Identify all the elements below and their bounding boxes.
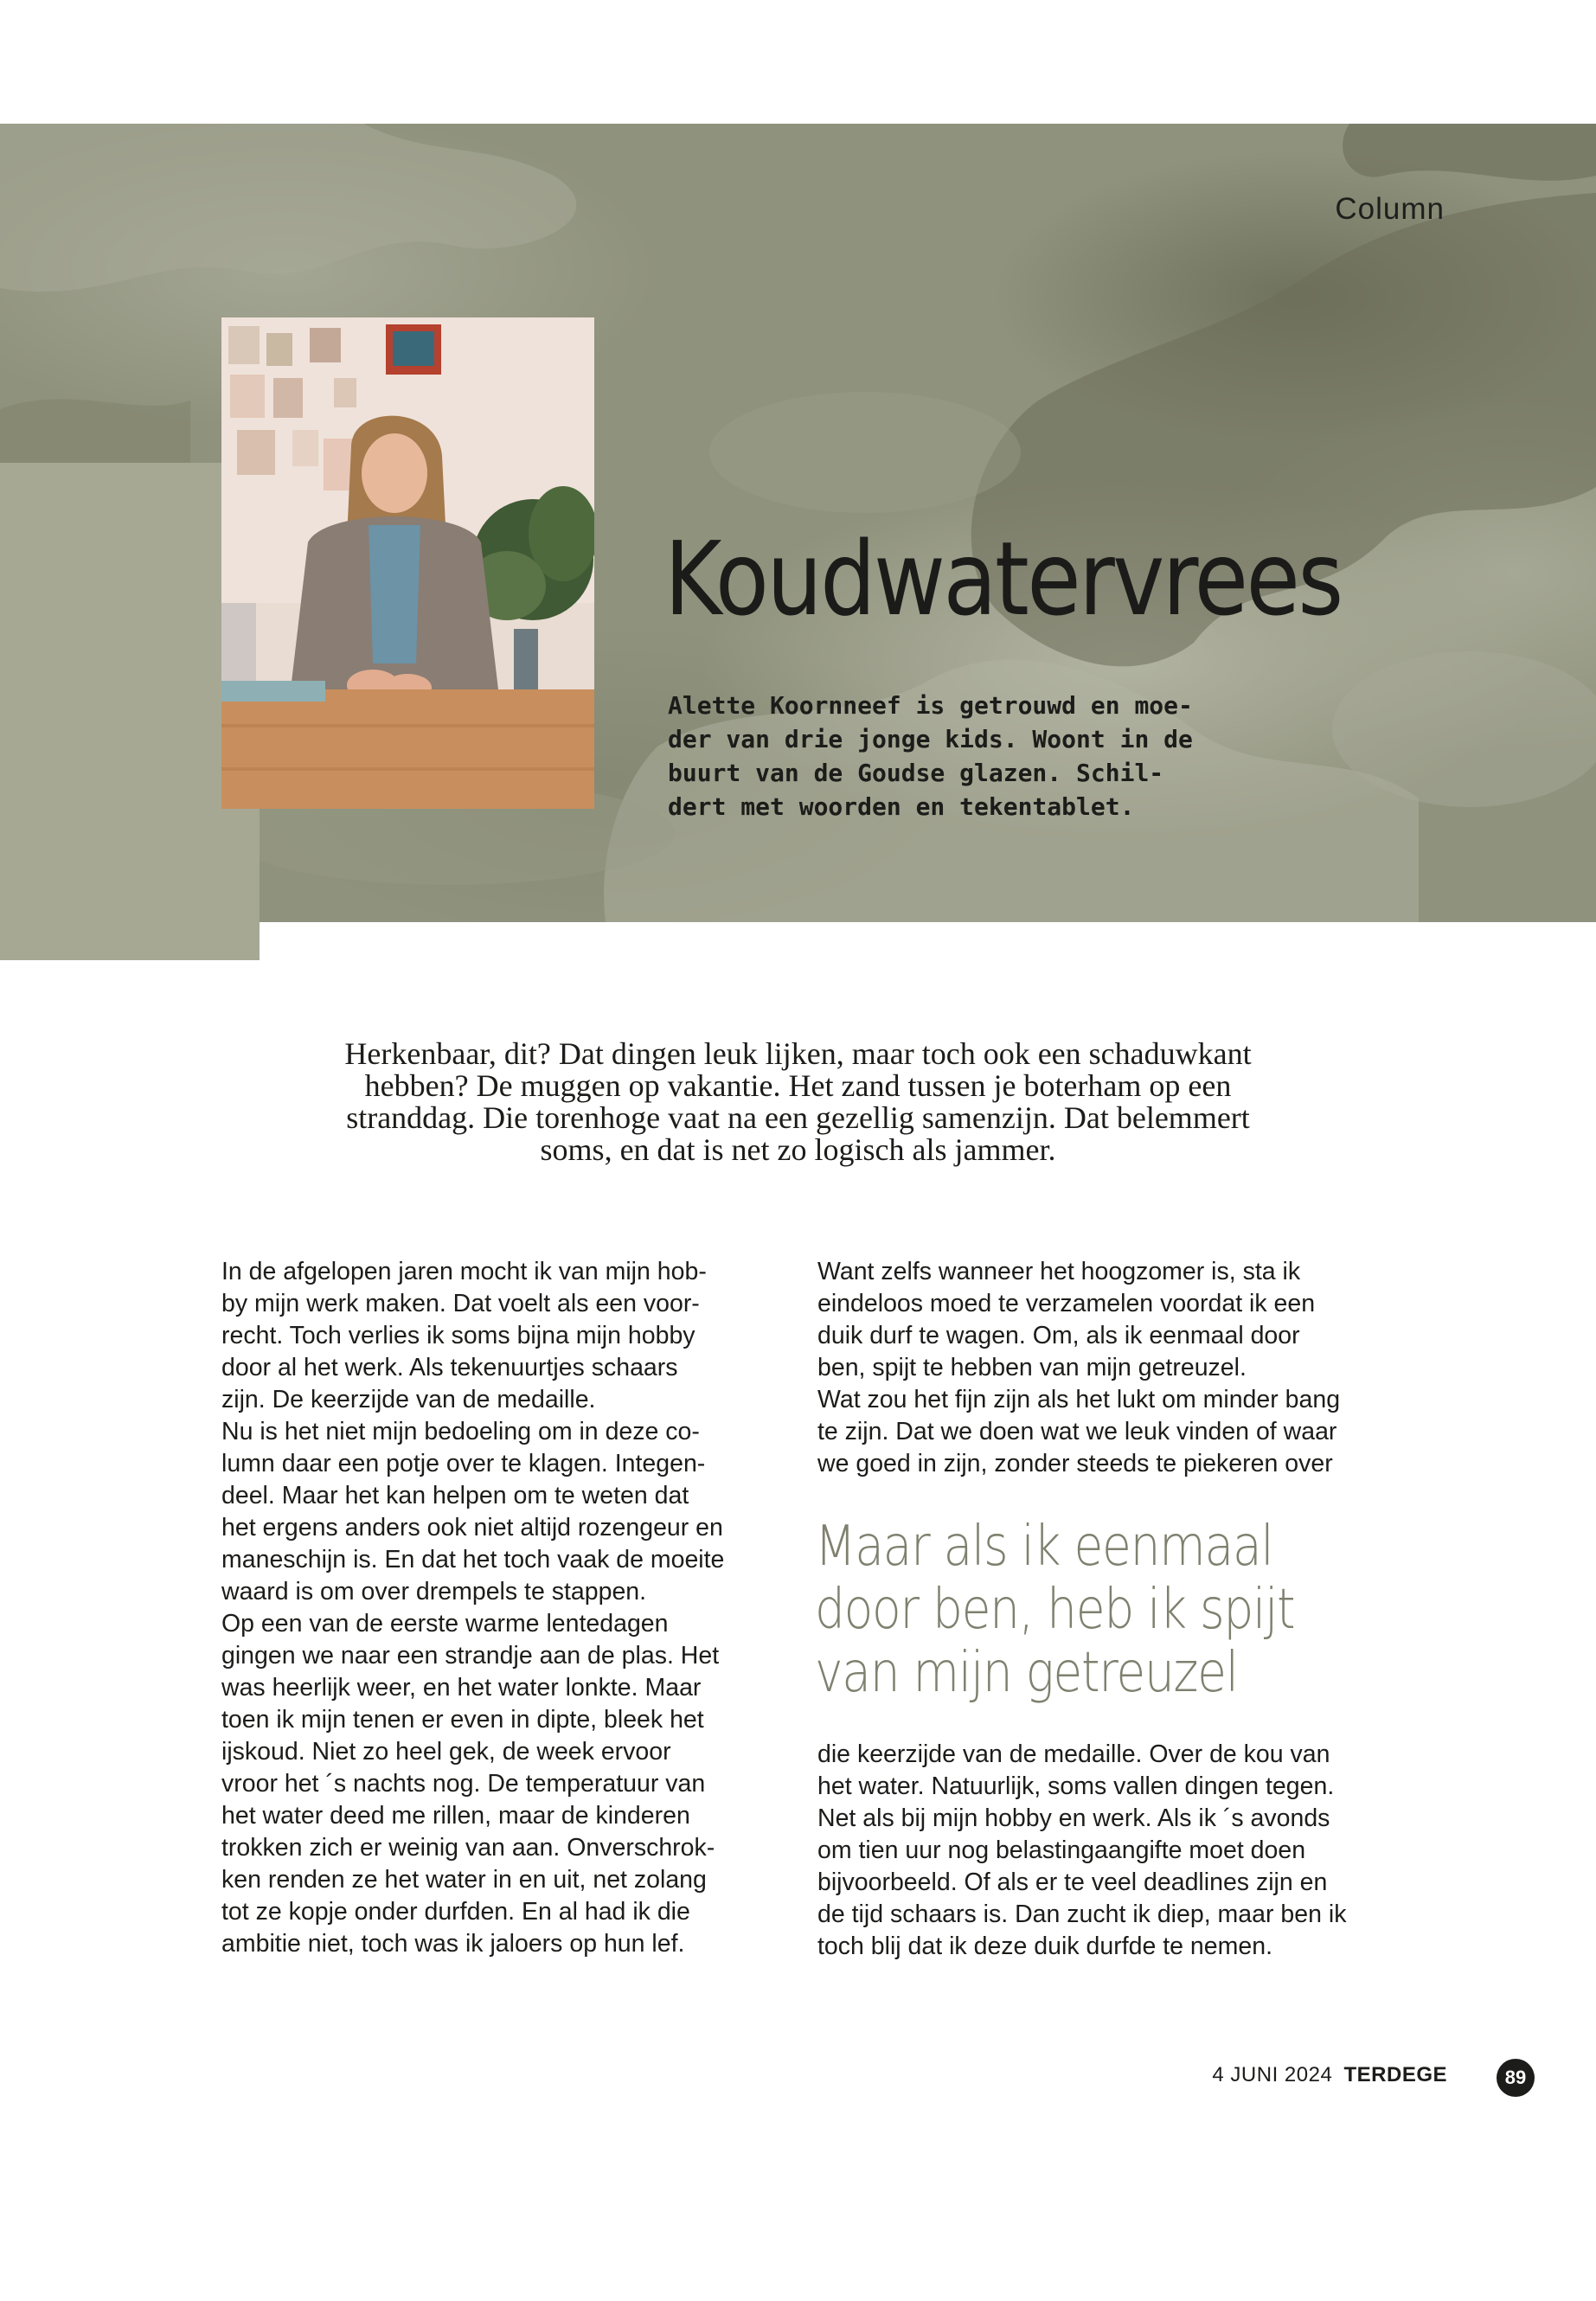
body-column-right-bottom — [817, 1739, 1380, 1963]
body-line: eindeloos moed te verzamelen voordat ik een — [817, 1290, 1316, 1317]
body-line: toen ik mijn tenen er even in dipte, bleek het — [221, 1706, 704, 1734]
body-line: duik durf te wagen. Om, als ik eenmaal door — [817, 1322, 1300, 1349]
body-line: het water deed me rillen, maar de kinderen — [221, 1802, 690, 1830]
body-line: we goed in zijn, zonder steeds te piekeren over — [817, 1450, 1333, 1477]
bio-line: buurt van de Goudse glazen. Schil- — [668, 759, 1164, 787]
body-line: by mijn werk maken. Dat voelt als een voor- — [221, 1290, 700, 1317]
body-line: het water. Natuurlijk, soms vallen dingen tegen. — [817, 1772, 1335, 1800]
author-portrait-photo — [221, 317, 594, 809]
body-line: ambitie niet, toch was ik jaloers op hun lef. — [221, 1930, 685, 1958]
body-line: die keerzijde van de medaille. Over de kou van — [817, 1740, 1330, 1768]
body-line: Net als bij mijn hobby en werk. Als ik ´s avonds — [817, 1804, 1330, 1832]
body-line: toch blij dat ik deze duik durfde te nemen. — [817, 1932, 1272, 1960]
magazine-name: TERDEGE — [1343, 2063, 1447, 2086]
intro-line: stranddag. Die torenhoge vaat na een gezellig samenzijn. Dat belemmert — [346, 1100, 1250, 1135]
body-line: zijn. De keerzijde van de medaille. — [221, 1386, 596, 1413]
author-bio — [668, 689, 1325, 824]
body-line: de tijd schaars is. Dan zucht ik diep, maar ben ik — [817, 1900, 1347, 1928]
body-line: deel. Maar het kan helpen om te weten dat — [221, 1482, 689, 1509]
body-line: gingen we naar een strandje aan de plas. Het — [221, 1642, 720, 1670]
body-line: bijvoorbeeld. Of als er te veel deadlines zijn en — [817, 1868, 1328, 1896]
article-title: Koudwatervrees — [664, 519, 1342, 638]
bio-line: dert met woorden en tekentablet. — [668, 792, 1135, 821]
body-line: Nu is het niet mijn bedoeling om in deze co- — [221, 1418, 700, 1445]
intro-line: soms, en dat is net zo logisch als jammer. — [540, 1132, 1056, 1167]
intro-line: hebben? De muggen op vakantie. Het zand tussen je boterham op een — [364, 1068, 1232, 1103]
pull-quote — [815, 1516, 1420, 1705]
pull-quote-line: Maar als ik eenmaal — [815, 1515, 1273, 1579]
body-line: waard is om over drempels te stappen. — [221, 1578, 647, 1606]
body-line: Op een van de eerste warme lentedagen — [221, 1610, 669, 1638]
body-line: vroor het ´s nachts nog. De temperatuur van — [221, 1770, 706, 1798]
article-intro — [260, 1038, 1336, 1166]
body-line: ken renden ze het water in en uit, net zolang — [221, 1866, 707, 1894]
bio-line: Alette Koornneef is getrouwd en moe- — [668, 691, 1193, 720]
body-line: tot ze kopje onder durfden. En al had ik die — [221, 1898, 690, 1926]
body-line: In de afgelopen jaren mocht ik van mijn hob- — [221, 1258, 707, 1285]
pull-quote-line: van mijn getreuzel — [815, 1641, 1238, 1705]
body-line: ijskoud. Niet zo heel gek, de week ervoor — [221, 1738, 671, 1766]
body-line: recht. Toch verlies ik soms bijna mijn hobby — [221, 1322, 695, 1349]
page-footer — [1212, 2063, 1447, 2087]
issue-date: 4 JUNI 2024 — [1212, 2063, 1333, 2086]
body-line: Wat zou het fijn zijn als het lukt om minder bang — [817, 1386, 1341, 1413]
pull-quote-line: door ben, heb ik spijt — [815, 1578, 1295, 1642]
body-line: trokken zich er weinig van aan. Onverschrok- — [221, 1834, 715, 1862]
bio-line: der van drie jonge kids. Woont in de — [668, 725, 1193, 753]
intro-line: Herkenbaar, dit? Dat dingen leuk lijken, maar toch ook een schaduwkant — [344, 1036, 1252, 1071]
body-column-left — [221, 1256, 784, 1960]
body-line: was heerlijk weer, en het water lonkte. Maar — [221, 1674, 702, 1702]
section-label: Column — [1335, 192, 1445, 226]
body-line: lumn daar een potje over te klagen. Integen- — [221, 1450, 706, 1477]
page-number-badge: 89 — [1497, 2059, 1535, 2097]
body-line: ben, spijt te hebben van mijn getreuzel. — [817, 1354, 1247, 1381]
body-line: Want zelfs wanneer het hoogzomer is, sta ik — [817, 1258, 1301, 1285]
accent-color-block — [0, 463, 260, 960]
body-line: door al het werk. Als tekenuurtjes schaars — [221, 1354, 678, 1381]
body-column-right-top — [817, 1256, 1380, 1480]
body-line: maneschijn is. En dat het toch vaak de moeite — [221, 1546, 725, 1574]
body-line: het ergens anders ook niet altijd rozengeur en — [221, 1514, 723, 1541]
body-line: te zijn. Dat we doen wat we leuk vinden of waar — [817, 1418, 1337, 1445]
body-line: om tien uur nog belastingaangifte moet doen — [817, 1836, 1306, 1864]
